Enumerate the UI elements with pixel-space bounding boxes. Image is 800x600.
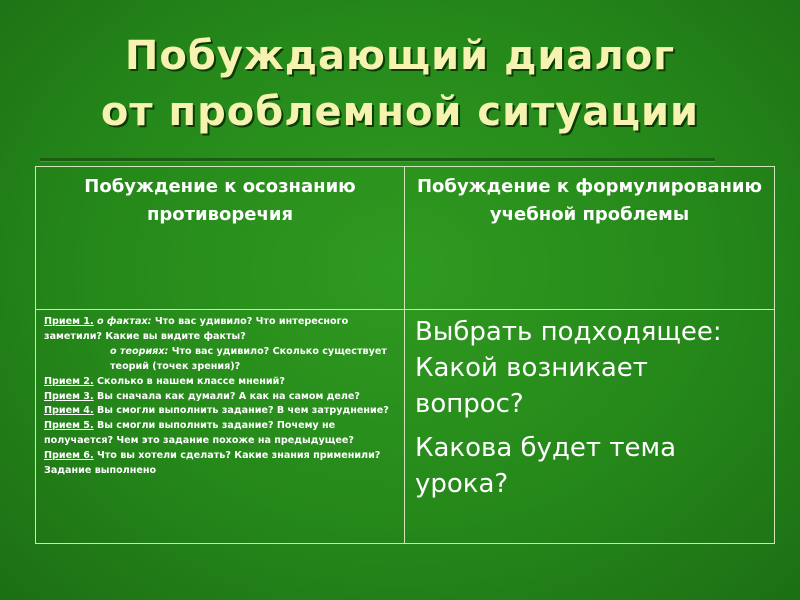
- method-label: Прием 2.: [44, 375, 94, 387]
- method-text: Вы смогли выполнить задание? Почему не получается? Чем это задание похоже на предыдущее?: [44, 420, 354, 447]
- method-label: Прием 1.: [44, 316, 94, 327]
- method-item: [44, 404, 396, 419]
- method-item: [44, 315, 396, 345]
- method-tag: о теориях:: [110, 345, 169, 357]
- method-text: Что вас удивило? Что интересного заметили? Какие вы видите факты?: [44, 316, 349, 342]
- dialog-table: [35, 166, 775, 544]
- methods-cell: [36, 310, 405, 543]
- method-item: [44, 419, 396, 449]
- header-cell-right: [405, 167, 774, 310]
- slide-title-line-1: Побуждающий диалог: [124, 33, 676, 79]
- title-divider: [40, 158, 715, 161]
- method-item: [44, 449, 396, 479]
- method-label: Прием 5.: [44, 420, 94, 432]
- method-item: [44, 345, 396, 375]
- answers-list: [405, 310, 774, 502]
- header-cell-left: [36, 167, 405, 310]
- header-right-text: Побуждение к формулированию учебной проблемы: [416, 176, 763, 225]
- method-text: Вы сначала как думали? А как на самом деле?: [93, 390, 360, 402]
- slide-title-line-2: от проблемной ситуации: [100, 89, 700, 135]
- slide-title: [0, 28, 800, 140]
- method-label: Прием 3.: [44, 390, 94, 402]
- answers-cell: [405, 310, 774, 543]
- method-item: [44, 390, 396, 405]
- method-label: Прием 6.: [44, 450, 94, 462]
- method-text: Вы смогли выполнить задание? В чем затруднение?: [93, 405, 389, 417]
- method-text: Что вас удивило? Сколько существует теорий (точек зрения)?: [110, 345, 387, 372]
- answer-item: Выбрать подходящее: Какой возникает вопрос?: [415, 317, 722, 419]
- method-text: Что вы хотели сделать? Какие знания применили? Задание выполнено: [44, 450, 381, 477]
- header-left-text: Побуждение к осознанию противоречия: [84, 176, 356, 225]
- method-tag: о фактах:: [96, 316, 152, 327]
- method-label: Прием 4.: [44, 405, 94, 417]
- methods-list: [36, 310, 404, 479]
- method-item: [44, 375, 396, 390]
- method-text: Сколько в нашем классе мнений?: [93, 375, 285, 387]
- answer-item: Какова будет тема урока?: [415, 433, 677, 499]
